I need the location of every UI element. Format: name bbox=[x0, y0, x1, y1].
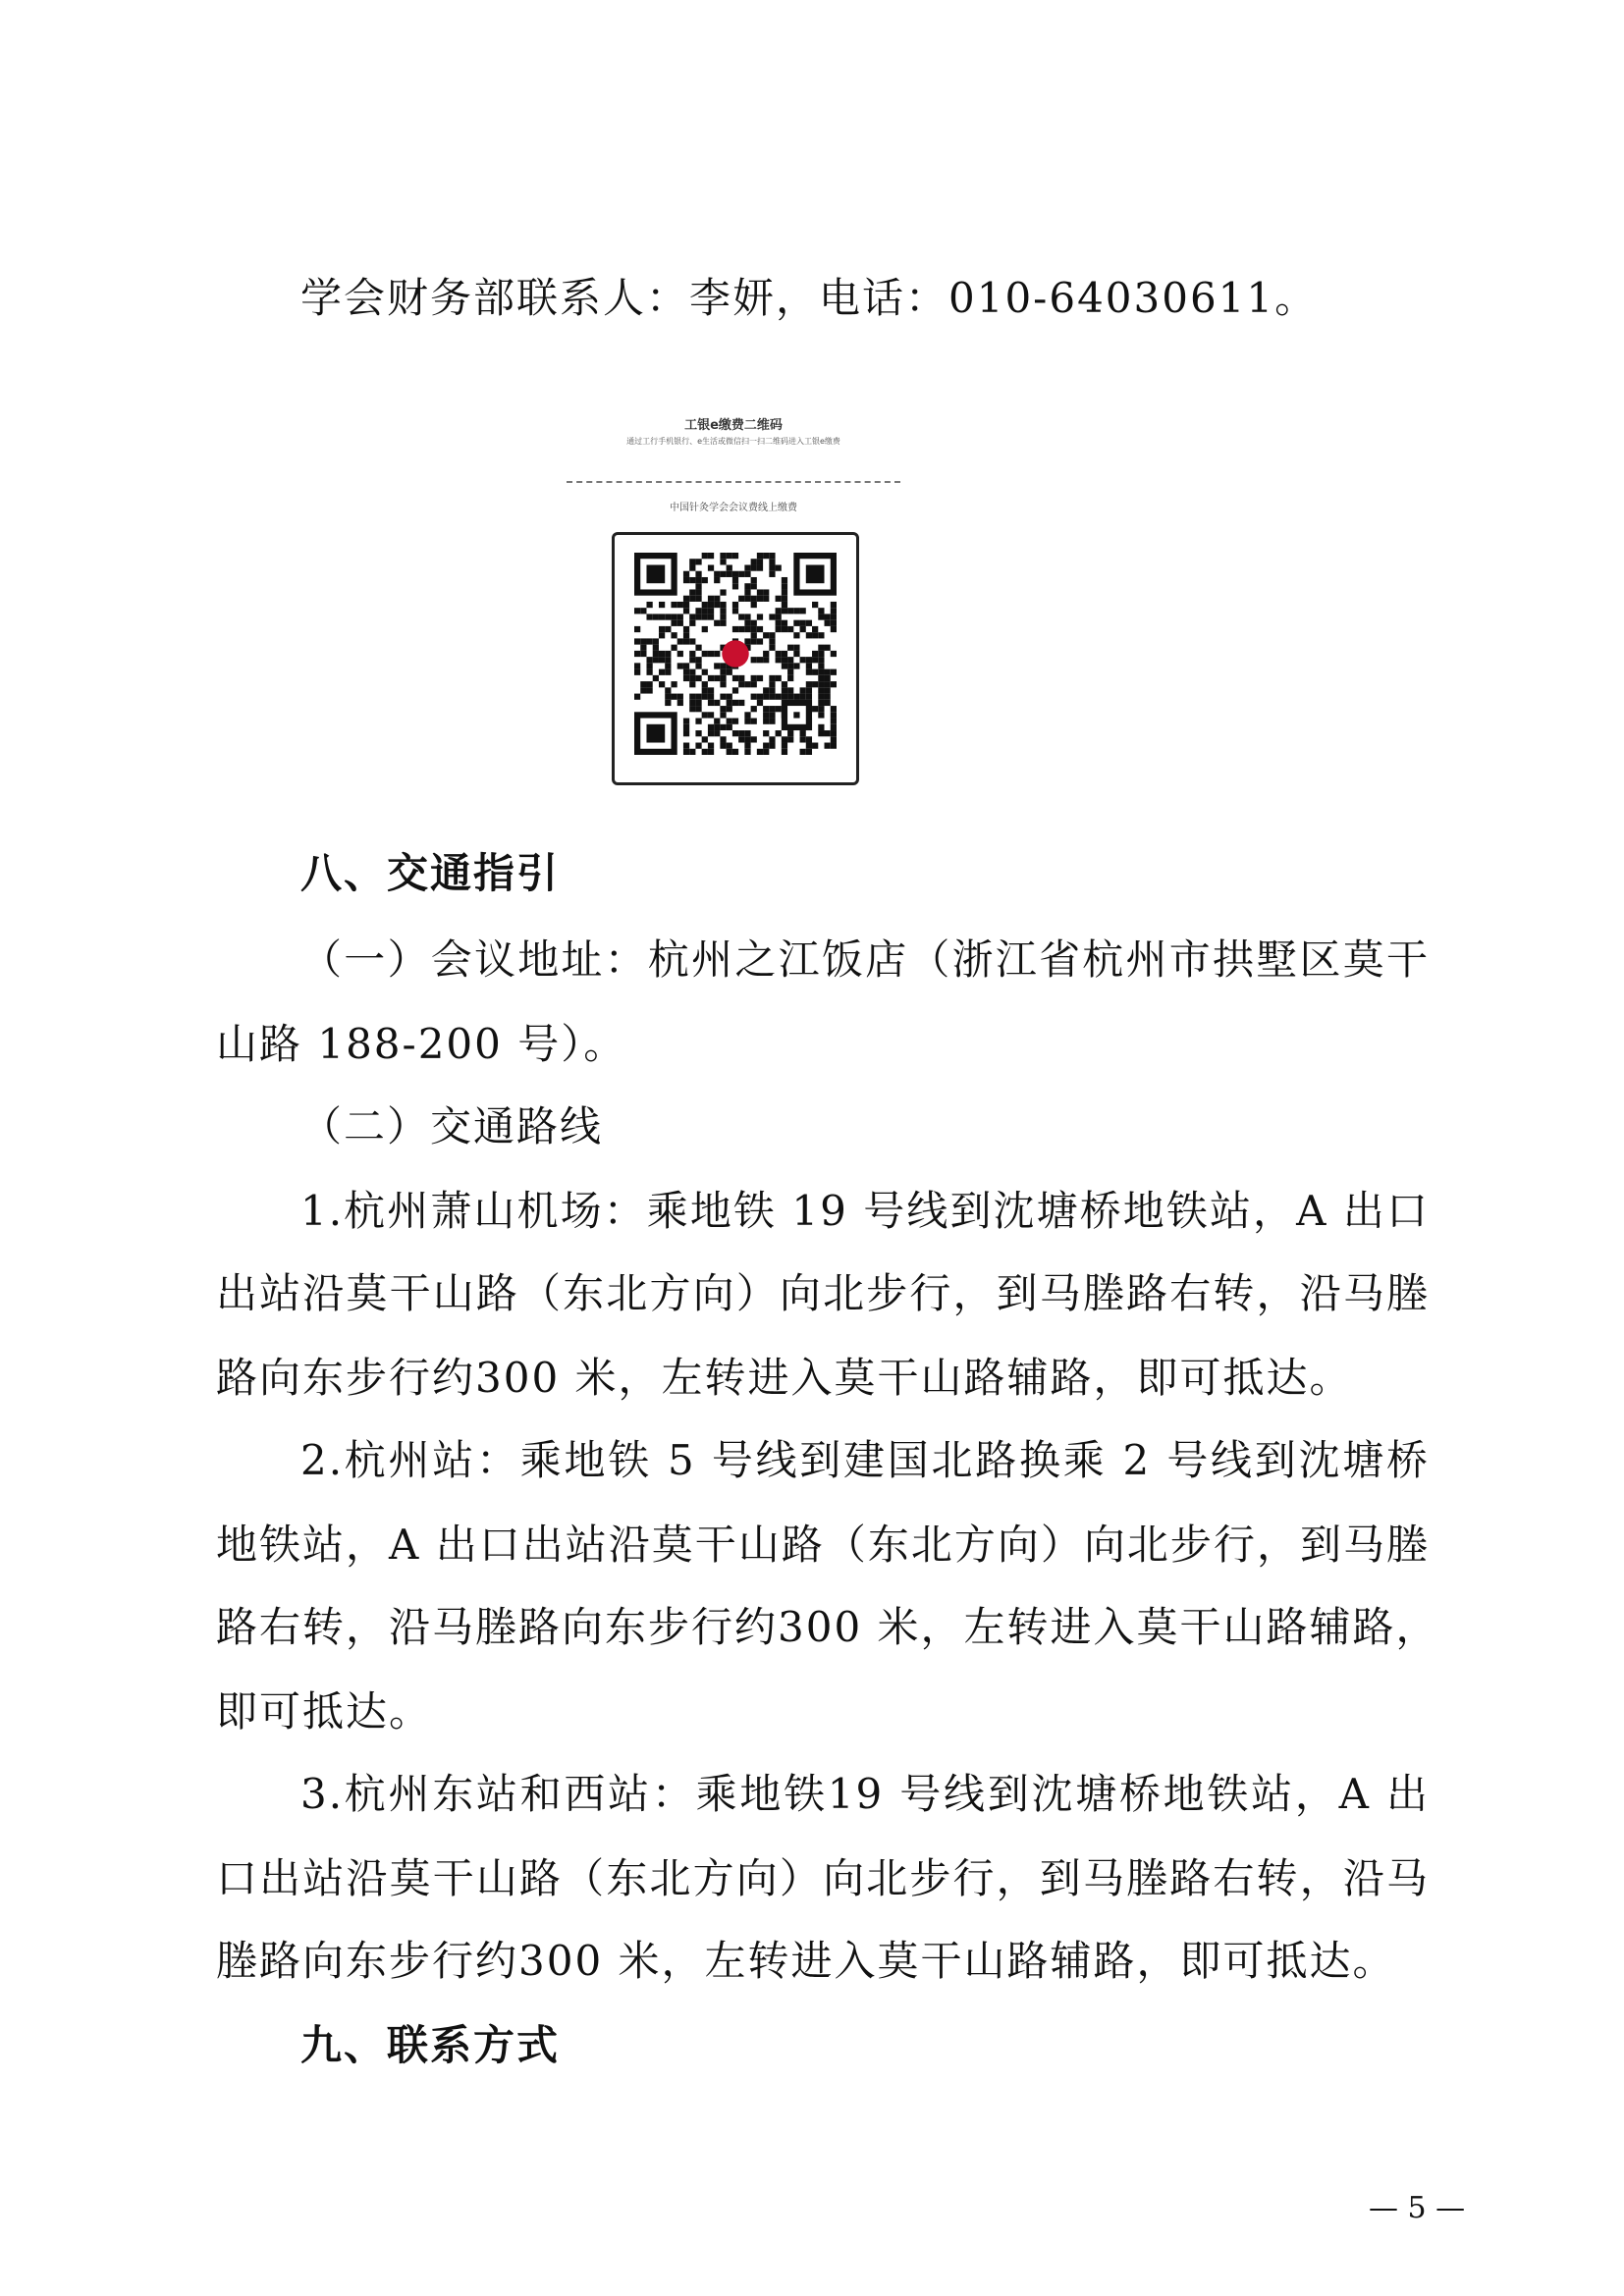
qr-title: 工银e缴费二维码 bbox=[684, 418, 783, 433]
route2-line-1: 2.杭州站：乘地铁 5 号线到建国北路换乘 2 号线到沈塘桥 bbox=[300, 1436, 1430, 1484]
qr-caption: 中国针灸学会会议费线上缴费 bbox=[670, 503, 797, 513]
route2-line-2: 地铁站，A 出口出站沿莫干山路（东北方向）向北步行，到马塍 bbox=[216, 1521, 1430, 1569]
qr-subtitle: 通过工行手机银行、e生活或微信扫一扫二维码进入工银e缴费 bbox=[626, 437, 840, 446]
route1-line-1: 1.杭州萧山机场：乘地铁 19 号线到沈塘桥地铁站，A 出口 bbox=[300, 1187, 1430, 1235]
page-number: — 5 — bbox=[1369, 2191, 1466, 2225]
routes-heading: （二）交通路线 bbox=[300, 1102, 604, 1150]
qr-code-icon[interactable] bbox=[634, 553, 837, 755]
route1-line-3: 路向东步行约300 米，左转进入莫干山路辅路，即可抵达。 bbox=[216, 1354, 1353, 1402]
route1-line-2: 出站沿莫干山路（东北方向）向北步行，到马塍路右转，沿马塍 bbox=[216, 1269, 1430, 1317]
address-line-1: （一）会议地址：杭州之江饭店（浙江省杭州市拱墅区莫干 bbox=[300, 935, 1430, 984]
route3-line-1: 3.杭州东站和西站：乘地铁19 号线到沈塘桥地铁站，A 出 bbox=[300, 1770, 1430, 1818]
section-9-heading: 九、联系方式 bbox=[300, 2021, 561, 2069]
section-8-heading: 八、交通指引 bbox=[300, 849, 561, 897]
qr-frame bbox=[612, 532, 859, 785]
address-line-2: 山路 188-200 号）。 bbox=[216, 1020, 627, 1068]
route3-line-2: 口出站沿莫干山路（东北方向）向北步行，到马塍路右转，沿马 bbox=[216, 1854, 1430, 1902]
route2-line-3: 路右转，沿马塍路向东步行约300 米，左转进入莫干山路辅路， bbox=[216, 1603, 1439, 1651]
qr-payment-card bbox=[567, 406, 900, 791]
qr-divider bbox=[567, 481, 900, 483]
route3-line-3: 塍路向东步行约300 米，左转进入莫干山路辅路，即可抵达。 bbox=[216, 1937, 1396, 1985]
route2-line-4: 即可抵达。 bbox=[216, 1687, 433, 1735]
finance-contact-line: 学会财务部联系人：李妍，电话：010-64030611。 bbox=[300, 274, 1319, 322]
